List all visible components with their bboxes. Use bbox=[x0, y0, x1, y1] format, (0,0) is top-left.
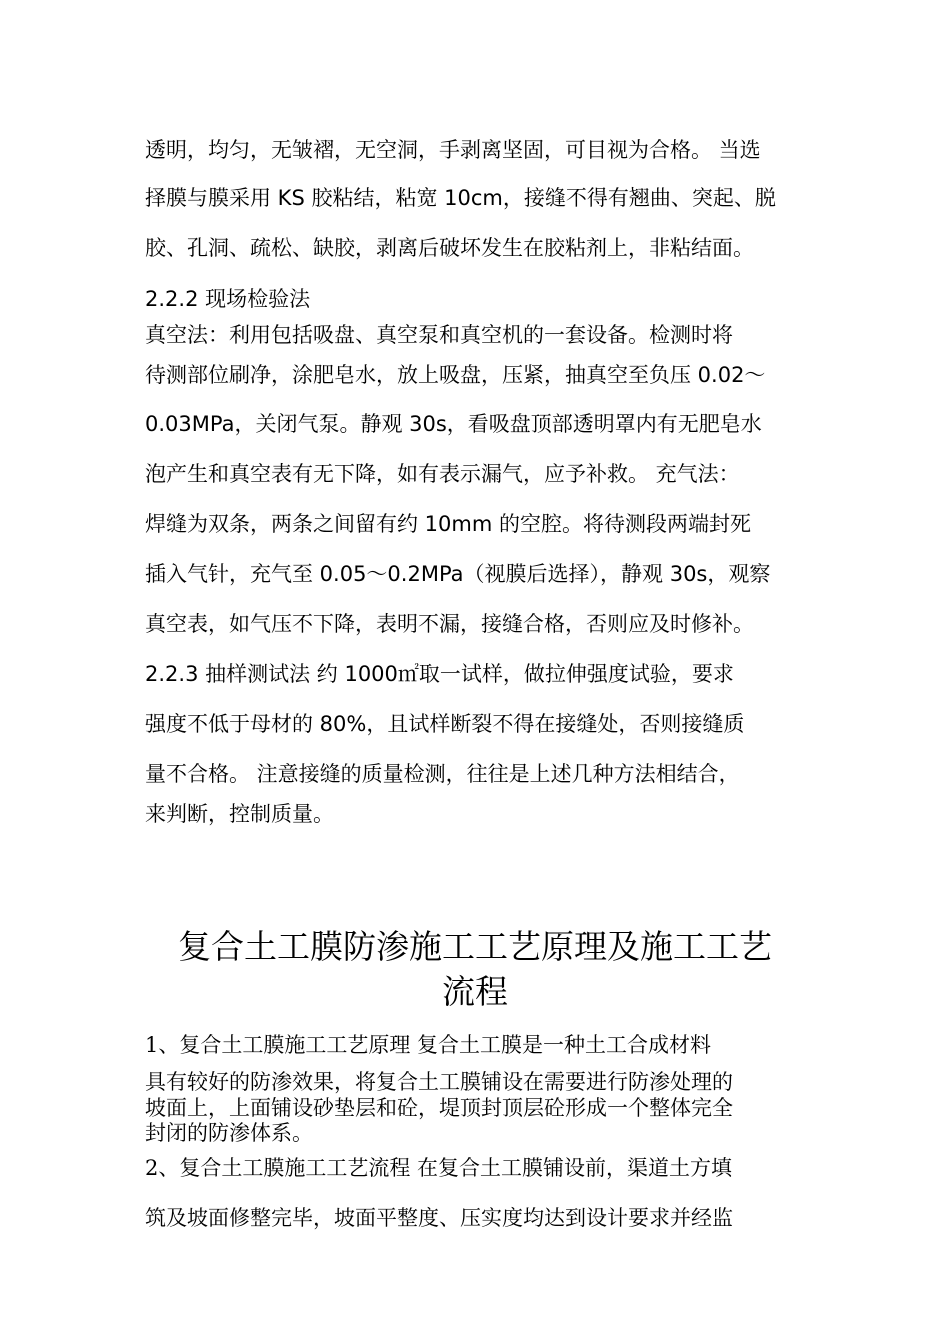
paragraph-line: 真空法：利用包括吸盘、真空泵和真空机的一套设备。检测时将 bbox=[145, 323, 733, 347]
paragraph-line: 来判断，控制质量。 bbox=[145, 802, 334, 826]
paragraph-line: 强度不低于母材的 80%，且试样断裂不得在接缝处，否则接缝质 bbox=[145, 712, 745, 736]
paragraph-line: 插入气针，充气至 0.05～0.2MPa（视膜后选择），静观 30s，观察 bbox=[145, 562, 771, 586]
section-title-line-1: 复合土工膜防渗施工工艺原理及施工工艺 bbox=[178, 927, 772, 966]
paragraph-line: 择膜与膜采用 KS 胶粘结，粘宽 10cm，接缝不得有翘曲、突起、脱 bbox=[145, 186, 776, 210]
paragraph-line: 待测部位刷净，涂肥皂水，放上吸盘，压紧，抽真空至负压 0.02～ bbox=[145, 363, 766, 387]
paragraph-line: 1、复合土工膜施工工艺原理 复合土工膜是一种土工合成材料 bbox=[145, 1033, 712, 1057]
paragraph-line: 筑及坡面修整完毕，坡面平整度、压实度均达到设计要求并经监 bbox=[145, 1206, 733, 1230]
paragraph-line: 胶、孔洞、疏松、缺胶，剥离后破坏发生在胶粘剂上，非粘结面。 bbox=[145, 236, 754, 260]
paragraph-line: 封闭的防渗体系。 bbox=[145, 1121, 313, 1145]
paragraph-line: 泡产生和真空表有无下降，如有表示漏气，应予补救。 充气法： bbox=[145, 462, 740, 486]
paragraph-line: 2、复合土工膜施工工艺流程 在复合土工膜铺设前，渠道土方填 bbox=[145, 1156, 733, 1180]
paragraph-line: 真空表，如气压不下降，表明不漏，接缝合格，否则应及时修补。 bbox=[145, 612, 754, 636]
paragraph-line: 焊缝为双条，两条之间留有约 10mm 的空腔。将待测段两端封死 bbox=[145, 512, 751, 536]
subheading-2-2-3: 2.2.3 抽样测试法 约 1000㎡取一试样，做拉伸强度试验，要求 bbox=[145, 662, 734, 686]
section-title-line-2: 流程 bbox=[442, 972, 508, 1011]
subheading-2-2-2: 2.2.2 现场检验法 bbox=[145, 287, 311, 311]
paragraph-line: 坡面上，上面铺设砂垫层和砼，堤顶封顶层砼形成一个整体完全 bbox=[145, 1096, 733, 1120]
paragraph-line: 量不合格。 注意接缝的质量检测，往往是上述几种方法相结合， bbox=[145, 762, 740, 786]
paragraph-line: 0.03MPa，关闭气泵。静观 30s，看吸盘顶部透明罩内有无肥皂水 bbox=[145, 412, 762, 436]
paragraph-line: 透明，均匀，无皱褶，无空洞，手剥离坚固，可目视为合格。 当选 bbox=[145, 138, 761, 162]
paragraph-line: 具有较好的防渗效果，将复合土工膜铺设在需要进行防渗处理的 bbox=[145, 1070, 733, 1094]
